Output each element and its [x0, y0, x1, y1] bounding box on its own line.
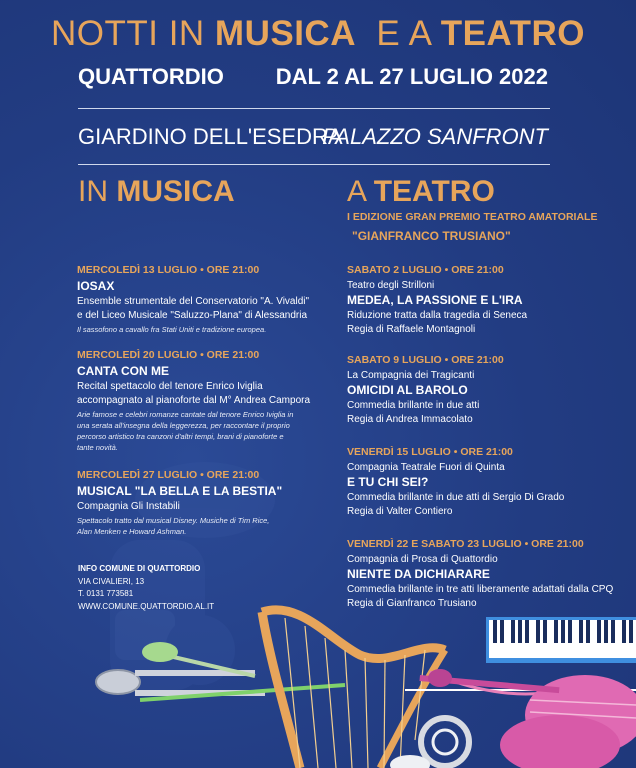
event-musica-2	[77, 349, 311, 453]
event-company: Compagnia di Prosa di Quattordio	[347, 554, 498, 565]
venue-music: GIARDINO DELL'ESEDRA	[78, 124, 343, 149]
title-teatro: TEATRO	[440, 14, 586, 53]
prize-subtitle: I EDIZIONE GRAN PREMIO TEATRO AMATORIALE	[347, 211, 598, 223]
event-title: MUSICAL "LA BELLA E LA BESTIA"	[77, 484, 283, 498]
event-note: Arie famose e celebri romanze cantate dal tenore Enrico Iviglia in una serata all'insegna della leggerezza, per raccontare il proprio percorso artistico tra canzoni d'altri tempi, brani di pianoforte e tante novità.	[77, 410, 294, 452]
section-title-teatro	[347, 175, 495, 209]
event-line: e del Liceo Musicale "Saluzzo-Plana" di Alessandria	[77, 310, 308, 321]
event-date: MERCOLEDÌ 20 LUGLIO • ORE 21:00	[77, 349, 260, 361]
event-company: La Compagnia dei Tragicanti	[347, 370, 475, 381]
event-company: Teatro degli Strilloni	[347, 280, 435, 291]
divider	[78, 164, 550, 165]
event-teatro-3	[347, 446, 587, 519]
event-line: Recital spettacolo del tenore Enrico Iviglia	[77, 381, 263, 392]
contact-info	[78, 563, 214, 613]
event-note: Spettacolo tratto dal musical Disney. Musiche di Tim Rice, Alan Menken e Howard Ashman.	[77, 516, 270, 536]
divider	[78, 108, 550, 109]
violin-icon	[405, 669, 636, 768]
event-date: VENERDÌ 15 LUGLIO • ORE 21:00	[347, 446, 513, 458]
event-line: Compagnia Gli Instabili	[77, 501, 180, 512]
title-part: NOTTI IN	[50, 14, 215, 53]
event-line: Regia di Gianfranco Trusiano	[347, 598, 477, 609]
section-title-part: A	[347, 175, 374, 208]
info-phone: T. 0131 773581	[78, 589, 134, 598]
event-line: Commedia brillante in due atti	[347, 400, 480, 411]
info-address: VIA CIVALIERI, 13	[78, 576, 145, 586]
title-musica: MUSICA	[214, 14, 356, 53]
section-title-musica	[78, 175, 235, 209]
event-teatro-4	[347, 538, 617, 611]
event-teatro-1	[347, 264, 587, 337]
prize-name: "GIANFRANCO TRUSIANO"	[352, 229, 511, 243]
town-name: QUATTORDIO	[78, 64, 224, 89]
event-line: accompagnato al pianoforte dal M° Andrea Campora	[77, 395, 311, 406]
info-heading: INFO COMUNE DI QUATTORDIO	[78, 564, 201, 573]
event-title: IOSAX	[77, 279, 115, 293]
section-title-part: MUSICA	[116, 175, 235, 208]
event-line: Commedia brillante in due atti di Sergio Di Grado	[347, 492, 565, 503]
event-date: VENERDÌ 22 E SABATO 23 LUGLIO • ORE 21:00	[347, 538, 584, 550]
event-date: MERCOLEDÌ 13 LUGLIO • ORE 21:00	[77, 264, 260, 276]
event-line: Regia di Valter Contiero	[347, 506, 453, 517]
french-horn-icon	[390, 718, 469, 768]
event-date: SABATO 9 LUGLIO • ORE 21:00	[347, 354, 504, 366]
date-range: DAL 2 AL 27 LUGLIO 2022	[275, 64, 548, 89]
info-website[interactable]: WWW.COMUNE.QUATTORDIO.AL.IT	[78, 601, 215, 611]
event-title: NIENTE DA DICHIARARE	[347, 567, 490, 581]
event-line: Regia di Andrea Immacolato	[347, 414, 473, 425]
event-line: Regia di Raffaele Montagnoli	[347, 324, 476, 335]
event-musica-3	[77, 469, 283, 537]
venue-theatre: PALAZZO SANFRONT	[322, 124, 548, 149]
event-title: CANTA CON ME	[77, 364, 169, 378]
event-line: Commedia brillante in tre atti liberamente adattati dalla CPQ	[347, 584, 614, 595]
trombone-icon	[96, 642, 345, 700]
event-musica-1	[77, 264, 317, 335]
event-title: MEDEA, LA PASSIONE E L'IRA	[347, 293, 523, 307]
event-line: Ensemble strumentale del Conservatorio "A. Vivaldi"	[77, 296, 310, 307]
event-date: MERCOLEDÌ 27 LUGLIO • ORE 21:00	[77, 469, 260, 481]
poster-title	[0, 14, 636, 54]
harp-icon	[262, 610, 445, 768]
keyboard-icon	[486, 617, 636, 663]
title-part: E A	[355, 14, 441, 53]
event-title: OMICIDI AL BAROLO	[347, 383, 468, 397]
event-teatro-2	[347, 354, 587, 427]
section-title-part: TEATRO	[373, 175, 495, 208]
event-date: SABATO 2 LUGLIO • ORE 21:00	[347, 264, 504, 276]
event-company: Compagnia Teatrale Fuori di Quinta	[347, 462, 505, 473]
section-title-part: IN	[78, 175, 117, 208]
event-line: Riduzione tratta dalla tragedia di Seneca	[347, 310, 528, 321]
event-title: E TU CHI SEI?	[347, 475, 429, 489]
event-note: Il sassofono a cavallo fra Stati Uniti e tradizione europea.	[77, 325, 267, 334]
